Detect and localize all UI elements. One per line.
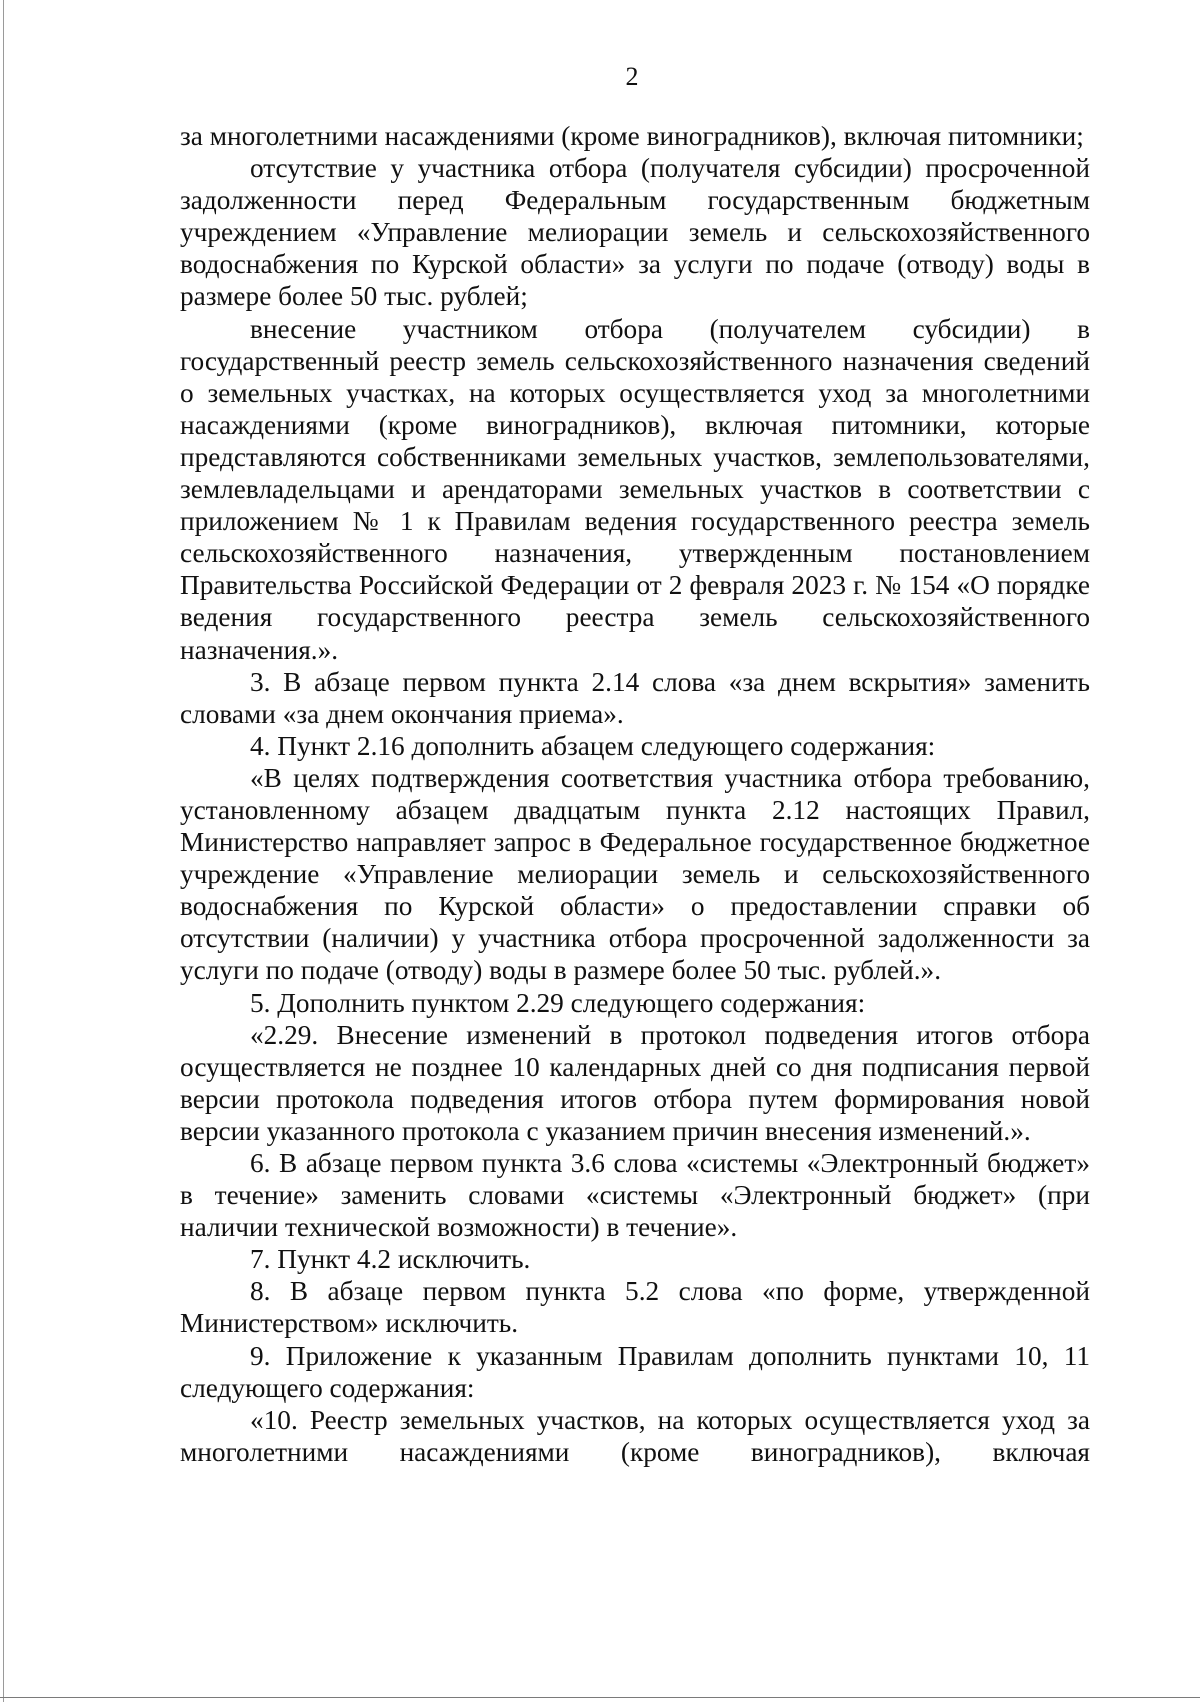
- paragraph: «В целях подтверждения соответствия участника отбора требованию, установленному абзацем двадцатым пункта 2.12 настоящих Правил, Министерство направляет запрос в Федеральное государственное бюджетное учреждение «Управление мелиорации земель и сельскохозяйственного водоснабжения по Курской области» о предоставлении справки об отсутствии (наличии) у участника отбора просроченной задолженности за услуги по подаче (отводу) воды в размере более 50 тыс. рублей.».: [180, 762, 1090, 986]
- scan-edge-left: [3, 0, 4, 1702]
- paragraph: «10. Реестр земельных участков, на которых осуществляется уход за многолетними насаждениями (кроме виноградников), включая: [180, 1404, 1090, 1467]
- scan-edge-bottom: [0, 1697, 1200, 1698]
- paragraph: 7. Пункт 4.2 исключить.: [250, 1244, 531, 1275]
- paragraph: 3. В абзаце первом пункта 2.14 слова «за днем вскрытия» заменить словами «за днем окончания приема».: [180, 666, 1090, 729]
- paragraph: за многолетними насаждениями (кроме виноградников), включая питомники;: [180, 121, 1084, 151]
- document-body: [180, 120, 1090, 1468]
- paragraph: «2.29. Внесение изменений в протокол подведения итогов отбора осуществляется не позднее 10 календарных дней со дня подписания первой версии протокола подведения итогов отбора путем формирования новой версии указанного протокола с указанием причин внесения изменений.».: [180, 1019, 1090, 1146]
- paragraph: внесение участником отбора (получателем субсидии) в государственный реестр земель сельскохозяйственного назначения сведений о земельных участках, на которых осуществляется уход за многолетними насаждениями (кроме виноградников), включая питомники, которые представляются собственниками земельных участков, землепользователями, землевладельцами и арендаторами земельных участков в соответствии с приложением № 1 к Правилам ведения государственного реестра земель сельскохозяйственного назначения, утвержденным постановлением Правительства Российской Федерации от 2 февраля 2023 г. № 154 «О порядке ведения государственного реестра земель сельскохозяйственного назначения.».: [180, 313, 1090, 665]
- paragraph: 9. Приложение к указанным Правилам дополнить пунктами 10, 11 следующего содержания:: [180, 1340, 1090, 1403]
- paragraph: 4. Пункт 2.16 дополнить абзацем следующего содержания:: [250, 730, 936, 761]
- paragraph: 8. В абзаце первом пункта 5.2 слова «по форме, утвержденной Министерством» исключить.: [180, 1276, 1090, 1339]
- paragraph: 6. В абзаце первом пункта 3.6 слова «системы «Электронный бюджет» в течение» заменить словами «системы «Электронный бюджет» (при наличии технической возможности) в течение».: [180, 1148, 1090, 1243]
- page-number: 2: [625, 62, 639, 91]
- paragraph: 5. Дополнить пунктом 2.29 следующего содержания:: [250, 987, 866, 1018]
- paragraph: отсутствие у участника отбора (получателя субсидии) просроченной задолженности перед Федеральным государственным бюджетным учреждением «Управление мелиорации земель и сельскохозяйственного водоснабжения по Курской области» за услуги по подаче (отводу) воды в размере более 50 тыс. рублей;: [180, 153, 1090, 312]
